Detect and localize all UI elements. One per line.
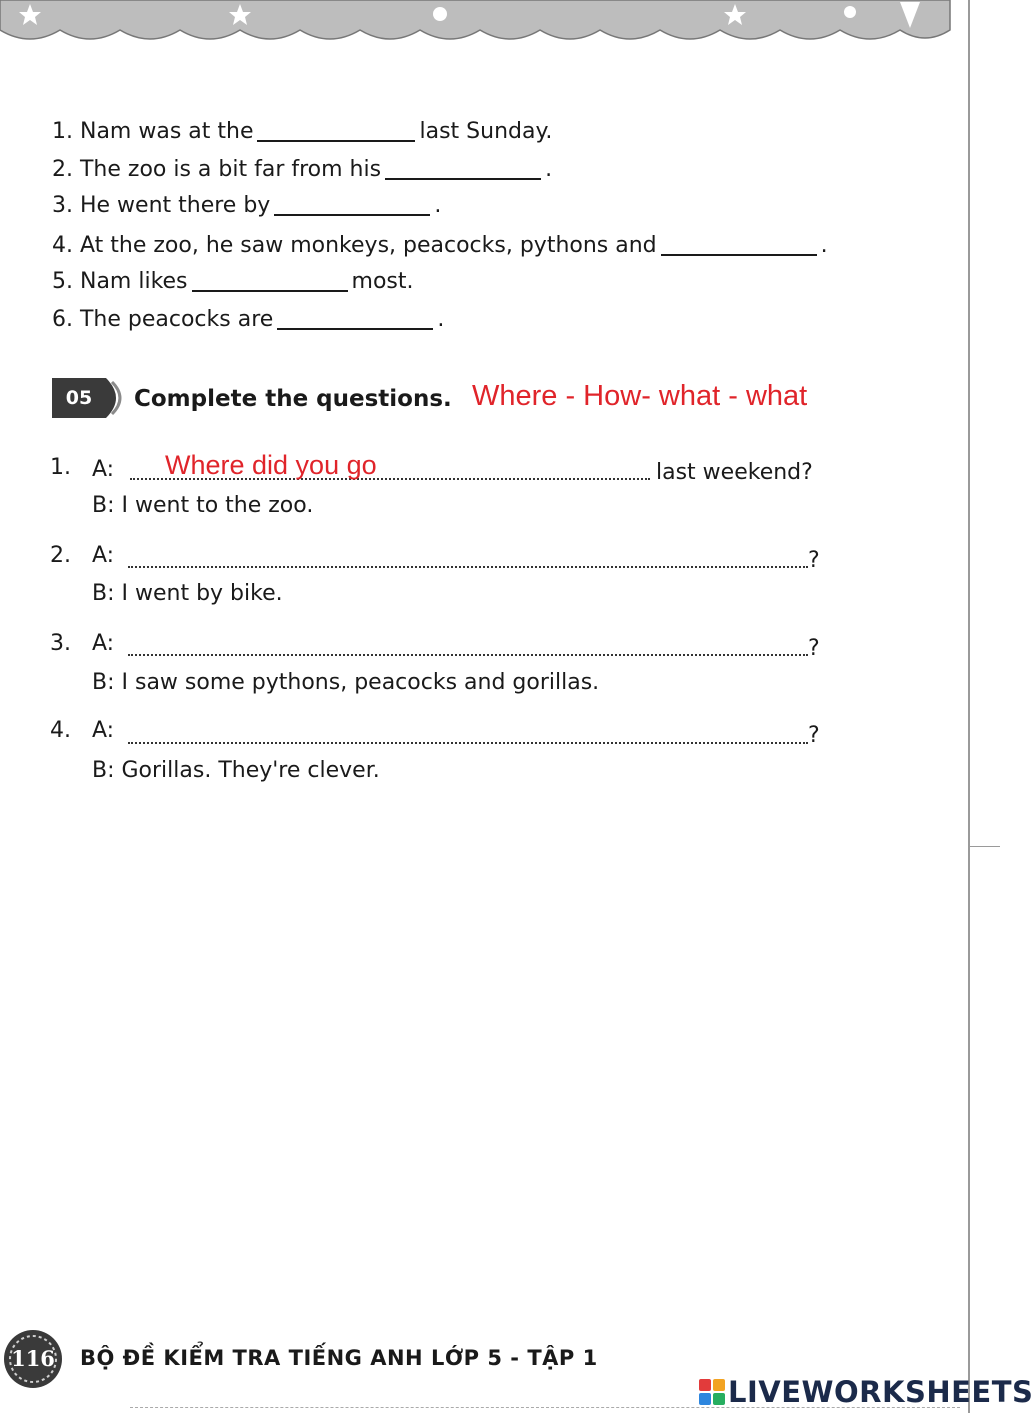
question-b-answer: B: I saw some pythons, peacocks and gorillas.: [92, 670, 600, 695]
sentence-text: most.: [351, 269, 414, 294]
liveworksheets-logo-icon: [698, 1378, 726, 1406]
page-number: 116: [11, 1346, 55, 1371]
question-a-label: A:: [92, 631, 115, 656]
sentence-text: last Sunday.: [419, 119, 553, 144]
question-a-label: A:: [92, 718, 115, 743]
question-b-answer: B: Gorillas. They're clever.: [92, 758, 380, 783]
answer-blank[interactable]: [661, 254, 817, 256]
question-tail: last weekend?: [656, 460, 813, 485]
question-a-label: A:: [92, 457, 115, 482]
question-4-input-line[interactable]: [128, 742, 808, 744]
section-title: Complete the questions.: [134, 386, 452, 412]
sentence-text: 6. The peacocks are: [52, 307, 274, 332]
answer-blank[interactable]: [274, 214, 430, 216]
question-2-input-line[interactable]: [128, 566, 808, 568]
sentence-text: 1. Nam was at the: [52, 119, 254, 144]
sentence-text: 3. He went there by: [52, 193, 271, 218]
sentence-text: .: [820, 233, 828, 258]
sentence-3: [52, 191, 441, 221]
question-number: 4.: [50, 718, 71, 743]
sentence-text: 4. At the zoo, he saw monkeys, peacocks, pythons and: [52, 233, 657, 258]
decorative-banner: [0, 0, 950, 52]
answer-blank[interactable]: [385, 178, 541, 180]
question-3-input-line[interactable]: [128, 654, 808, 656]
sentence-2: [52, 155, 552, 185]
answer-blank[interactable]: [192, 290, 348, 292]
book-title: BỘ ĐỀ KIỂM TRA TIẾNG ANH LỚP 5 - TẬP 1: [80, 1346, 598, 1370]
question-a-label: A:: [92, 543, 115, 568]
sentence-text: 2. The zoo is a bit far from his: [52, 157, 382, 182]
question-b-answer: B: I went by bike.: [92, 581, 283, 606]
sentence-text: .: [545, 157, 553, 182]
word-hint: Where - How- what - what: [472, 380, 808, 412]
answer-blank[interactable]: [277, 328, 433, 330]
sentence-1: [52, 117, 552, 147]
sentence-6: [52, 305, 444, 335]
sentence-text: .: [437, 307, 445, 332]
question-tail: ?: [808, 636, 820, 661]
question-number: 1.: [50, 455, 71, 480]
sentence-5: [52, 267, 414, 297]
question-number: 2.: [50, 543, 71, 568]
sentence-text: .: [434, 193, 442, 218]
question-tail: ?: [808, 548, 820, 573]
sentence-text: 5. Nam likes: [52, 269, 188, 294]
question-number: 3.: [50, 631, 71, 656]
question-1-answer[interactable]: Where did you go: [165, 450, 377, 480]
sentence-4: [52, 231, 828, 261]
page-edge-tick: [970, 846, 1000, 847]
question-b-answer: B: I went to the zoo.: [92, 493, 314, 518]
liveworksheets-watermark[interactable]: LIVEWORKSHEETS: [728, 1375, 1033, 1409]
question-tail: ?: [808, 723, 820, 748]
section-badge-number: 05: [65, 387, 93, 409]
page-edge-line: [968, 0, 970, 1413]
answer-blank[interactable]: [257, 140, 415, 142]
